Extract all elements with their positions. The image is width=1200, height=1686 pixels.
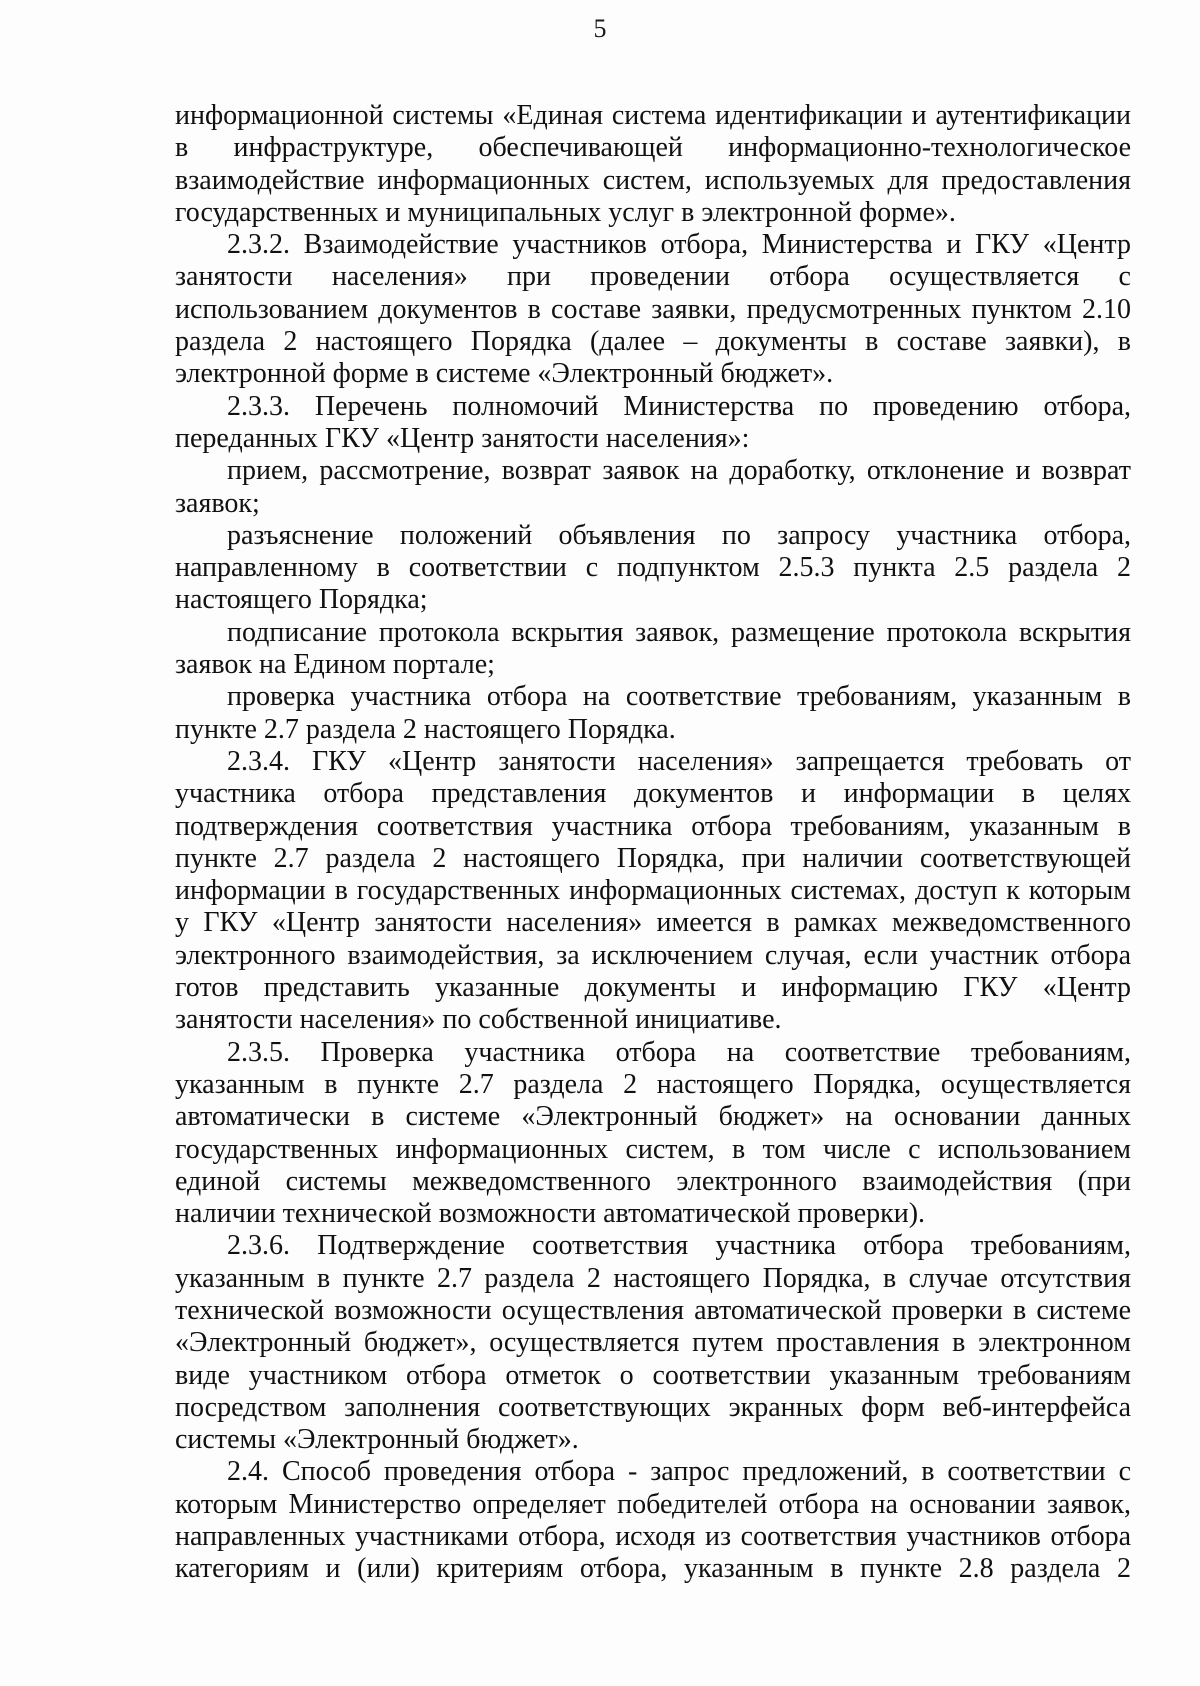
text-line: технической возможности осуществления автоматической проверки в системе bbox=[175, 1294, 1131, 1326]
text-line: 2.3.3. Перечень полномочий Министерства по проведению отбора, bbox=[227, 390, 1131, 422]
text-line: информации в государственных информационных системах, доступ к которым bbox=[175, 875, 1131, 907]
text-line: наличии технической возможности автоматической проверки). bbox=[175, 1198, 926, 1230]
text-line: настоящего Порядка; bbox=[175, 584, 428, 616]
text-line: указанным в пункте 2.7 раздела 2 настоящего Порядка, в случае отсутствия bbox=[175, 1262, 1131, 1294]
text-line: единой системы межведомственного электронного взаимодействия (при bbox=[175, 1165, 1131, 1197]
text-line: виде участником отбора отметок о соответствии указанным требованиям bbox=[175, 1359, 1131, 1391]
text-line: автоматически в системе «Электронный бюджет» на основании данных bbox=[175, 1101, 1131, 1133]
text-line: указанным в пункте 2.7 раздела 2 настоящего Порядка, осуществляется bbox=[175, 1068, 1131, 1100]
text-line: переданных ГКУ «Центр занятости населения»: bbox=[175, 422, 750, 454]
text-line: государственных информационных систем, в том числе с использованием bbox=[175, 1133, 1131, 1165]
text-line: занятости населения» при проведении отбора осуществляется с bbox=[175, 261, 1131, 293]
text-line: прием, рассмотрение, возврат заявок на доработку, отклонение и возврат bbox=[227, 455, 1131, 487]
text-line: электронного взаимодействия, за исключением случая, если участник отбора bbox=[175, 939, 1131, 971]
text-line: 2.3.4. ГКУ «Центр занятости населения» запрещается требовать от bbox=[227, 745, 1131, 777]
text-line: направленному в соответствии с подпунктом 2.5.3 пункта 2.5 раздела 2 bbox=[175, 552, 1131, 584]
text-line: использованием документов в составе заявки, предусмотренных пунктом 2.10 bbox=[175, 293, 1131, 325]
text-line: подписание протокола вскрытия заявок, размещение протокола вскрытия bbox=[227, 616, 1131, 648]
text-line: 2.3.2. Взаимодействие участников отбора, Министерства и ГКУ «Центр bbox=[227, 229, 1131, 261]
text-line: «Электронный бюджет», осуществляется путем проставления в электронном bbox=[175, 1327, 1131, 1359]
text-line: 2.4. Способ проведения отбора - запрос предложений, в соответствии с bbox=[227, 1456, 1131, 1488]
body-text bbox=[175, 100, 1131, 1586]
text-line: 2.3.5. Проверка участника отбора на соответствие требованиям, bbox=[227, 1036, 1131, 1068]
text-line: подтверждения соответствия участника отбора требованиям, указанным в bbox=[175, 810, 1131, 842]
text-line: категориям и (или) критериям отбора, указанным в пункте 2.8 раздела 2 bbox=[175, 1553, 1131, 1585]
text-line: электронной форме в системе «Электронный бюджет». bbox=[175, 358, 834, 390]
text-line: посредством заполнения соответствующих экранных форм веб-интерфейса bbox=[175, 1391, 1131, 1423]
text-line: пункте 2.7 раздела 2 настоящего Порядка. bbox=[175, 713, 676, 745]
text-line: информационной системы «Единая система идентификации и аутентификации bbox=[175, 100, 1131, 131]
text-line: которым Министерство определяет победителей отбора на основании заявок, bbox=[175, 1488, 1131, 1520]
text-line: готов представить указанные документы и информацию ГКУ «Центр bbox=[175, 972, 1131, 1004]
text-line: взаимодействие информационных систем, используемых для предоставления bbox=[175, 164, 1131, 196]
text-line: в инфраструктуре, обеспечивающей информационно-технологическое bbox=[175, 132, 1131, 164]
text-line: заявок на Едином портале; bbox=[175, 649, 495, 681]
text-line: системы «Электронный бюджет». bbox=[175, 1424, 579, 1456]
text-line: государственных и муниципальных услуг в электронной форме». bbox=[175, 196, 956, 228]
text-line: раздела 2 настоящего Порядка (далее – документы в составе заявки), в bbox=[175, 326, 1131, 358]
text-line: проверка участника отбора на соответствие требованиям, указанным в bbox=[227, 681, 1131, 713]
text-line: заявок; bbox=[175, 487, 260, 519]
text-line: участника отбора представления документов и информации в целях bbox=[175, 778, 1131, 810]
page-number: 5 bbox=[593, 14, 607, 43]
text-line: у ГКУ «Центр занятости населения» имеется в рамках межведомственного bbox=[175, 907, 1131, 939]
text-line: занятости населения» по собственной инициативе. bbox=[175, 1004, 782, 1036]
text-line: направленных участниками отбора, исходя из соответствия участников отбора bbox=[175, 1521, 1131, 1553]
text-line: пункте 2.7 раздела 2 настоящего Порядка, при наличии соответствующей bbox=[175, 842, 1131, 874]
text-line: 2.3.6. Подтверждение соответствия участника отбора требованиям, bbox=[227, 1230, 1131, 1262]
text-line: разъяснение положений объявления по запросу участника отбора, bbox=[227, 519, 1131, 551]
